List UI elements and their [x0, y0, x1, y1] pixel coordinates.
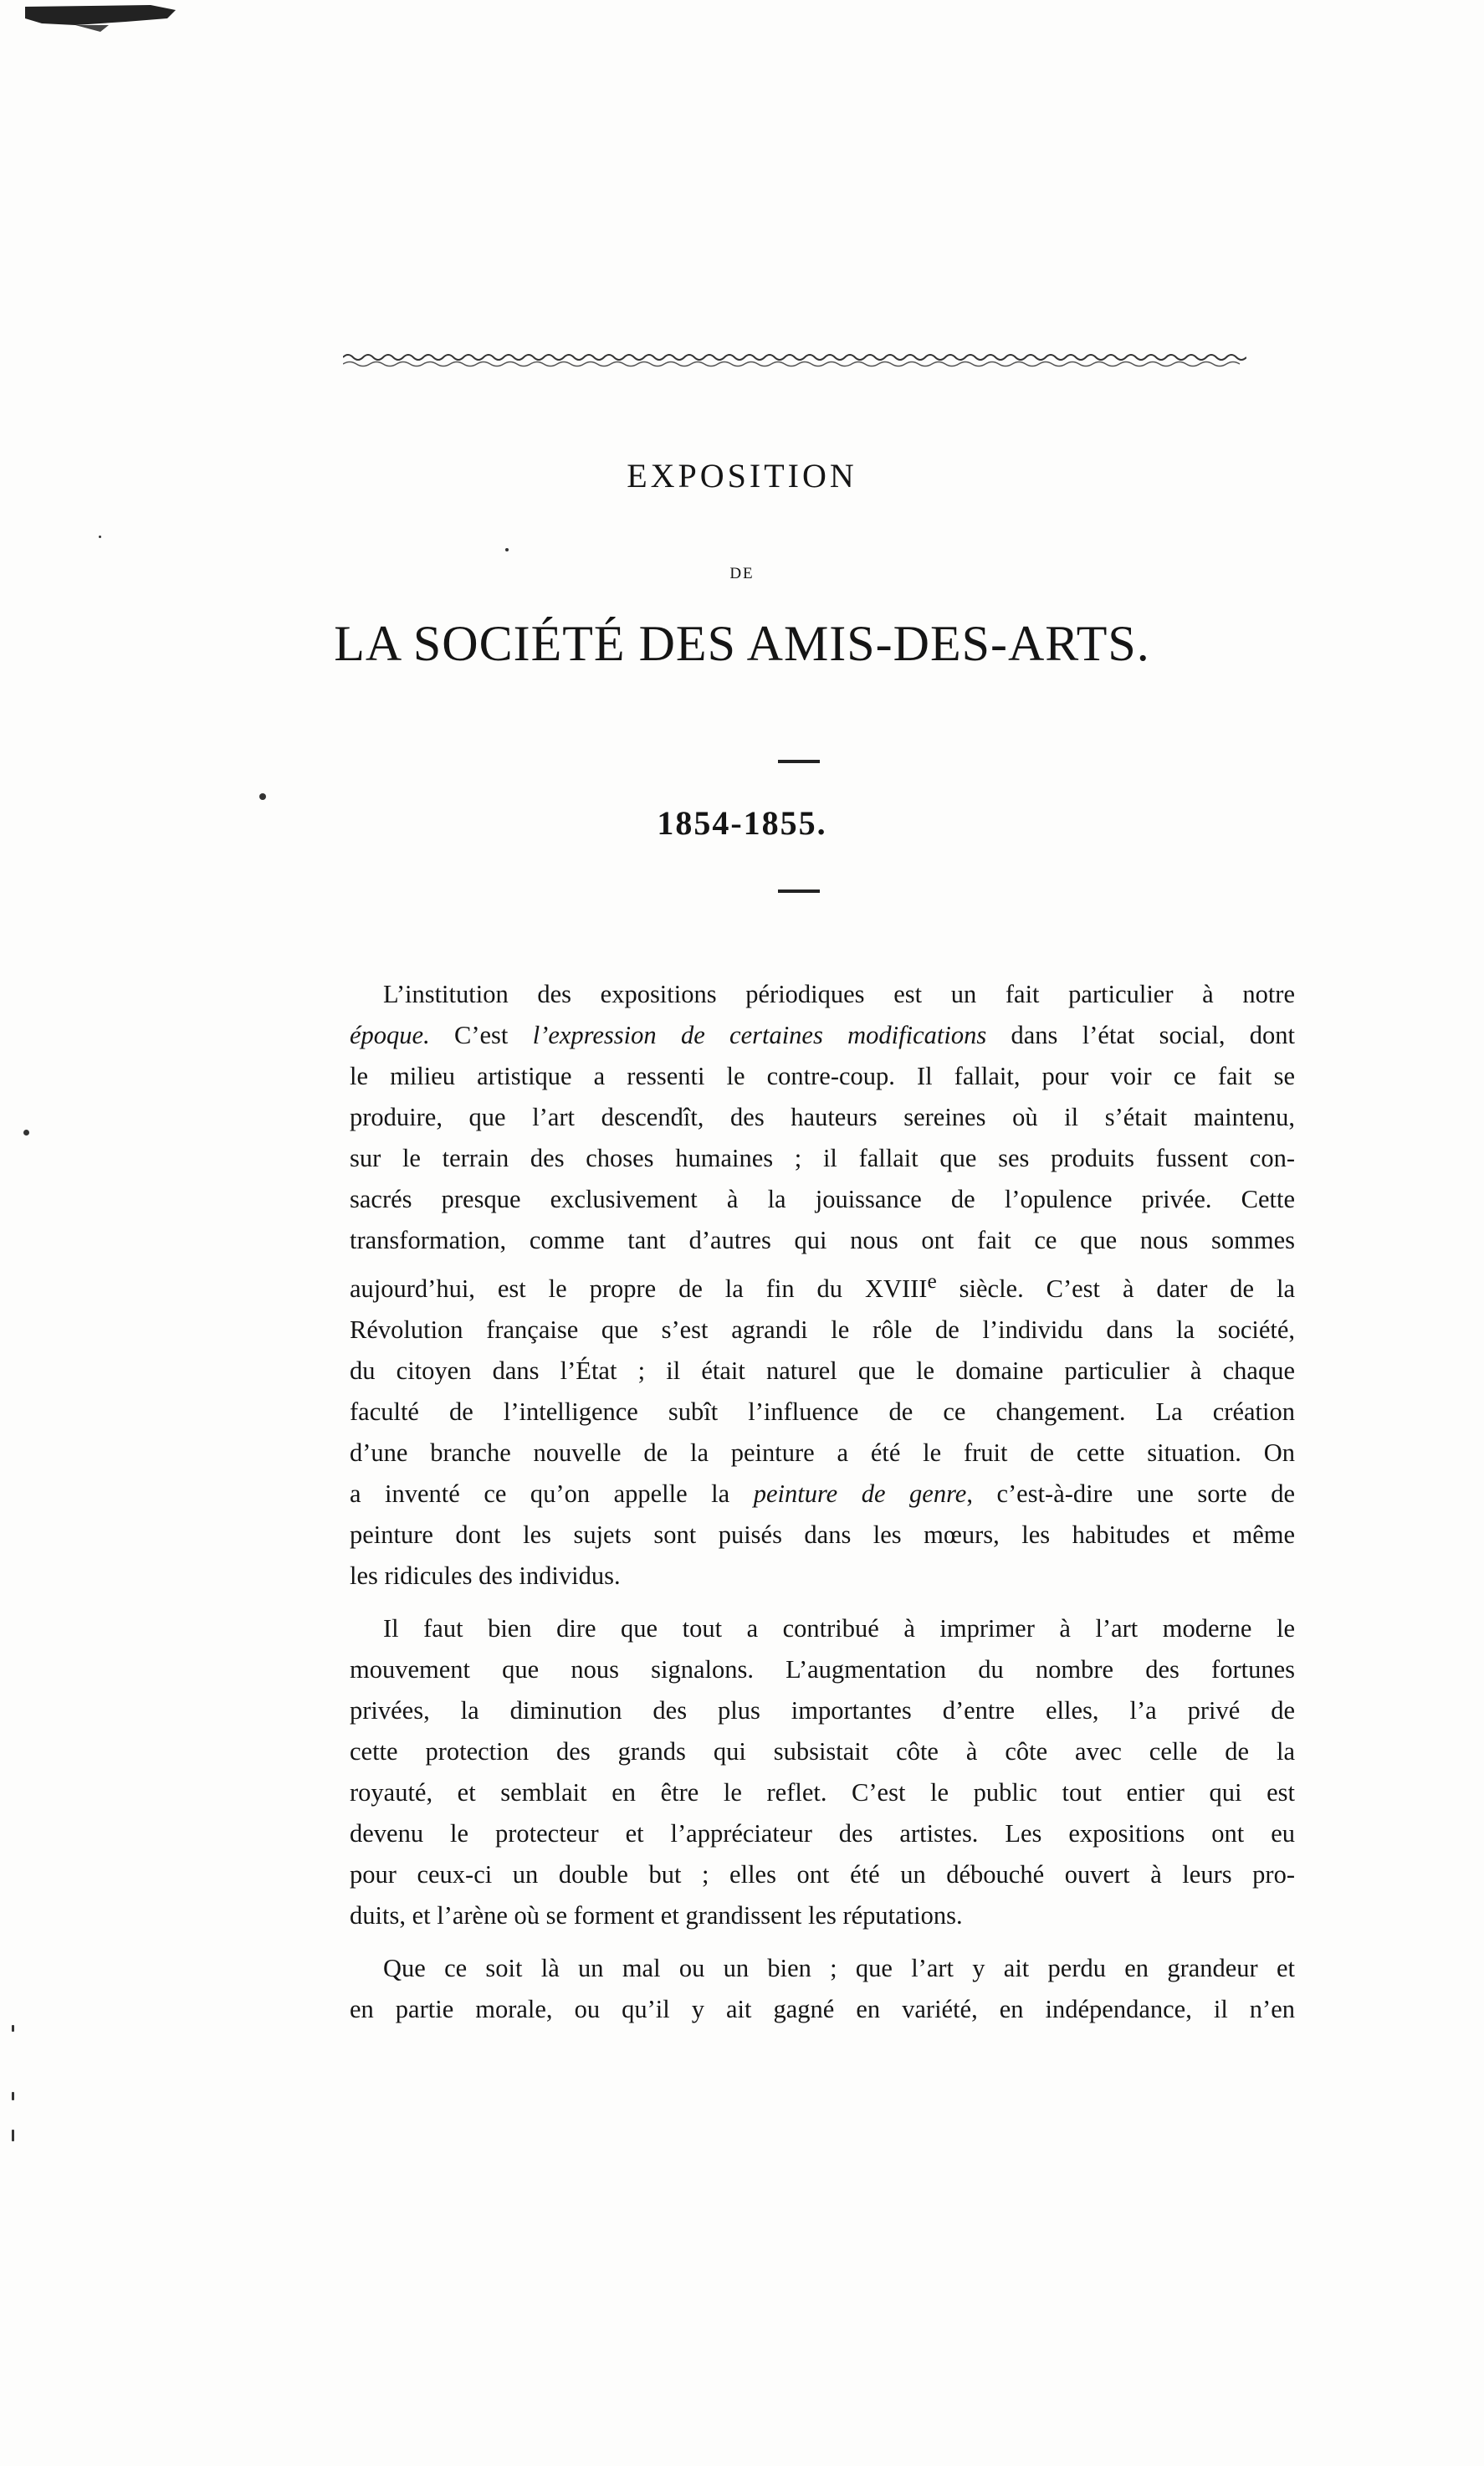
- text-line: le milieu artistique a ressenti le contre-coup. Il fallait, pour voir ce fait se: [350, 1062, 1295, 1090]
- italic-text: époque.: [350, 1021, 430, 1049]
- text-run: C’est: [429, 1021, 533, 1049]
- paragraph-2: [350, 1608, 1295, 1936]
- text-run: a inventé ce qu’on appelle la: [350, 1479, 754, 1509]
- text-line: royauté, et semblait en être le reflet. C’est le public tout entier qui est: [350, 1778, 1295, 1807]
- body-text: [350, 974, 1295, 2030]
- text-line: privées, la diminution des plus importantes d’entre elles, l’a privé de: [350, 1696, 1295, 1725]
- text-line: sur le terrain des choses humaines ; il fallait que ses produits fussent con-: [350, 1144, 1295, 1172]
- text-line: Révolution française que s’est agrandi le rôle de l’individu dans la société,: [350, 1315, 1295, 1345]
- text-line: devenu le protecteur et l’appréciateur des artistes. Les expositions ont eu: [350, 1819, 1295, 1848]
- text-line: les ridicules des individus.: [350, 1561, 621, 1591]
- text-line: cette protection des grands qui subsistait côte à côte avec celle de la: [350, 1737, 1295, 1766]
- text-line: [350, 1015, 1295, 1056]
- scan-speck: [99, 536, 101, 538]
- text-line: [350, 1261, 1295, 1310]
- text-line: peinture dont les sujets sont puisés dans les mœurs, les habitudes et même: [350, 1520, 1295, 1550]
- text-run: dans l’état social, dont: [986, 1021, 1295, 1049]
- scan-speck: [505, 548, 509, 551]
- scan-speck: [259, 793, 266, 800]
- title-societe: LA SOCIÉTÉ DES AMIS-DES-ARTS.: [334, 616, 1150, 671]
- text-line: sacrés presque exclusivement à la jouissance de l’opulence privée. Cette: [350, 1185, 1295, 1213]
- scan-speck: [12, 2025, 14, 2032]
- scan-speck: [12, 2130, 14, 2141]
- text-run: aujourd’hui, est le propre de la fin du XVIII: [350, 1274, 928, 1304]
- italic-text: l’expression de certaines modifications: [532, 1021, 987, 1049]
- text-line: Que ce soit là un mal ou un bien ; que l’art y ait perdu en grandeur et: [383, 1954, 1295, 1983]
- text-line: [350, 1474, 1295, 1515]
- scan-speck: [23, 1130, 29, 1136]
- scan-blot-mark: [25, 0, 192, 33]
- text-line: du citoyen dans l’État ; il était naturel que le domaine particulier à chaque: [350, 1356, 1295, 1386]
- text-line: duits, et l’arène où se forment et grandissent les réputations.: [350, 1901, 963, 1930]
- text-line: faculté de l’intelligence subît l’influence de ce changement. La création: [350, 1397, 1295, 1427]
- title-exposition: EXPOSITION: [627, 457, 857, 495]
- text-line: d’une branche nouvelle de la peinture a été le fruit de cette situation. On: [350, 1438, 1295, 1468]
- title-de: DE: [729, 565, 755, 582]
- text-line: produire, que l’art descendît, des hauteurs sereines où il s’était maintenu,: [350, 1103, 1295, 1131]
- text-line: mouvement que nous signalons. L’augmentation du nombre des fortunes: [350, 1655, 1295, 1684]
- text-line: Il faut bien dire que tout a contribué à imprimer à l’art moderne le: [383, 1614, 1295, 1643]
- scan-speck: [12, 2092, 14, 2100]
- text-line: en partie morale, ou qu’il y ait gagné en variété, en indépendance, il n’en: [350, 1995, 1295, 2024]
- paragraph-3: [350, 1948, 1295, 2030]
- text-line: pour ceux-ci un double but ; elles ont été un débouché ouvert à leurs pro-: [350, 1860, 1295, 1889]
- ornamental-rule: [343, 347, 1246, 372]
- text-line: L’institution des expositions périodiques est un fait particulier à notre: [383, 980, 1295, 1008]
- paragraph-1: [350, 974, 1295, 1597]
- text-run: siècle. C’est à dater de la: [936, 1274, 1295, 1304]
- text-line: transformation, comme tant d’autres qui nous ont fait ce que nous sommes: [350, 1226, 1295, 1254]
- separator-dash: [778, 760, 820, 763]
- text-run: , c’est-à-dire une sorte de: [966, 1479, 1295, 1509]
- superscript: e: [927, 1269, 937, 1293]
- separator-dash: [778, 890, 820, 893]
- italic-text: peinture de genre: [753, 1479, 967, 1509]
- title-years: 1854-1855.: [657, 804, 827, 842]
